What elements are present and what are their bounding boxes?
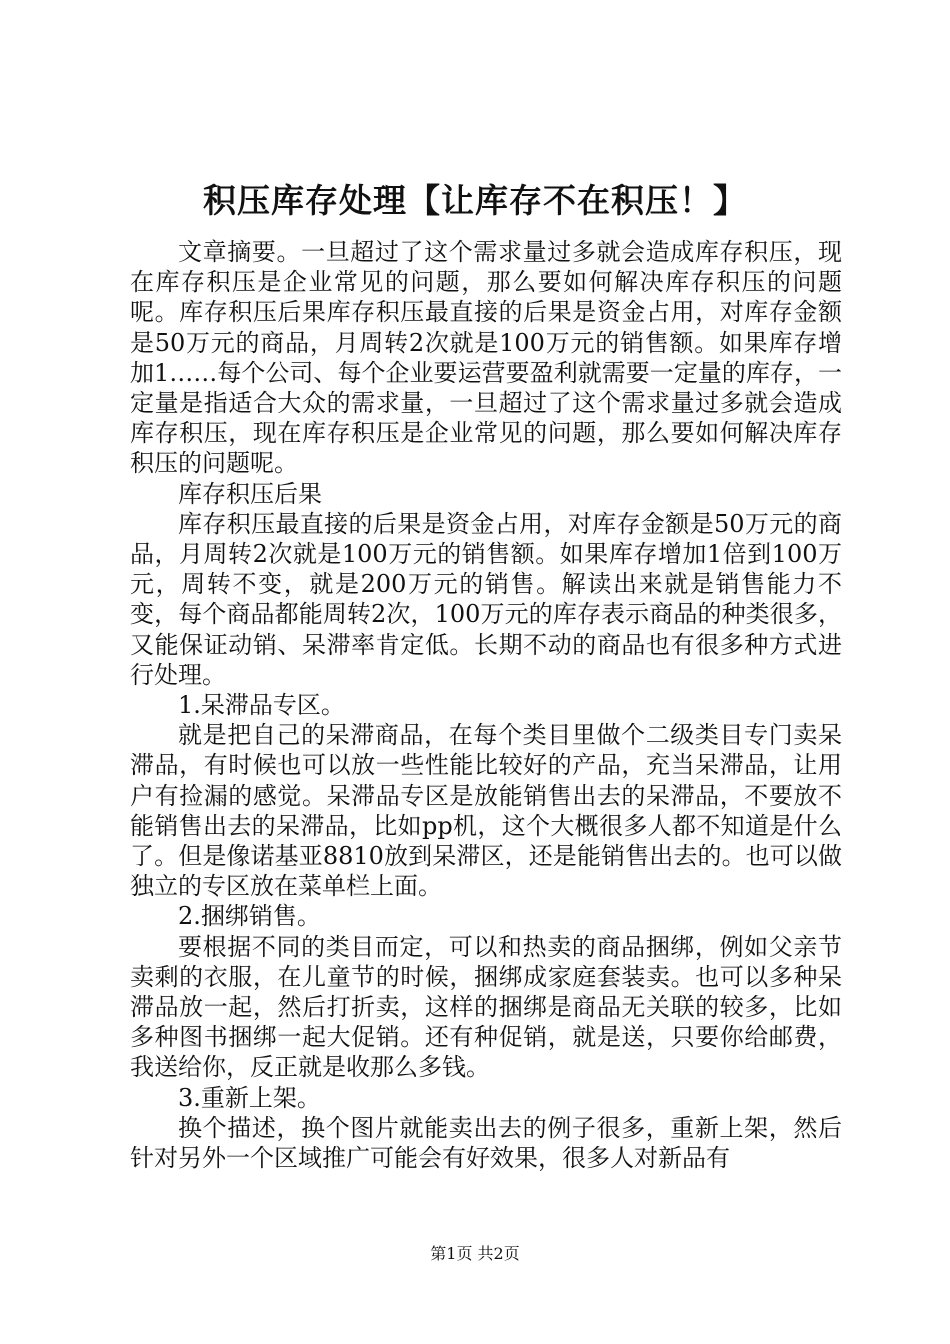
paragraph-section-1: 就是把自己的呆滞商品，在每个类目里做个二级类目专门卖呆滞品，有时候也可以放一些性能比较好的产品，充当呆滞品，让用户有捡漏的感觉。呆滞品专区是放能销售出去的呆滞品，不要放不能销售出去的呆滞品，比如pp机，这个大概很多人都不知道是什么了。但是像诺基亚8810放到呆滞区，还是能销售出去的。也可以做独立的专区放在菜单栏上面。 <box>130 721 842 901</box>
page-footer: 第1页 共2页 <box>430 1244 520 1263</box>
section-heading-1: 1.呆滞品专区。 <box>178 691 345 720</box>
section-heading-consequences: 库存积压后果 <box>178 479 322 508</box>
document-body <box>130 237 842 1173</box>
document-title: 积压库存处理【让库存不在积压！】 <box>203 181 747 220</box>
paragraph-section-2: 要根据不同的类目而定，可以和热卖的商品捆绑，例如父亲节卖剩的衣服，在儿童节的时候，捆绑成家庭套装卖。也可以多种呆滞品放一起，然后打折卖，这样的捆绑是商品无关联的较多，比如多种图书捆绑一起大促销。还有种促销，就是送，只要你给邮费，我送给你，反正就是收那么多钱。 <box>130 932 842 1082</box>
paragraph-section-3: 换个描述，换个图片就能卖出去的例子很多，重新上架，然后针对另外一个区域推广可能会有好效果，很多人对新品有 <box>130 1113 842 1173</box>
section-heading-2: 2.捆绑销售。 <box>178 902 321 931</box>
paragraph-consequences: 库存积压最直接的后果是资金占用，对库存金额是50万元的商品，月周转2次就是100万元的销售额。如果库存增加1倍到100万元，周转不变，就是200万元的销售。解读出来就是销售能力不变，每个商品都能周转2次，100万元的库存表示商品的种类很多，又能保证动销、呆滞率肯定低。长期不动的商品也有很多种方式进行处理。 <box>130 509 842 689</box>
paragraph-abstract: 文章摘要。一旦超过了这个需求量过多就会造成库存积压，现在库存积压是企业常见的问题，那么要如何解决库存积压的问题呢。库存积压后果库存积压最直接的后果是资金占用，对库存金额是50万元的商品，月周转2次就是100万元的销售额。如果库存增加1……每个公司、每个企业要运营要盈利就需要一定量的库存，一定量是指适合大众的需求量，一旦超过了这个需求量过多就会造成库存积压，现在库存积压是企业常见的问题，那么要如何解决库存积压的问题呢。 <box>130 238 842 478</box>
section-heading-3: 3.重新上架。 <box>178 1083 321 1112</box>
